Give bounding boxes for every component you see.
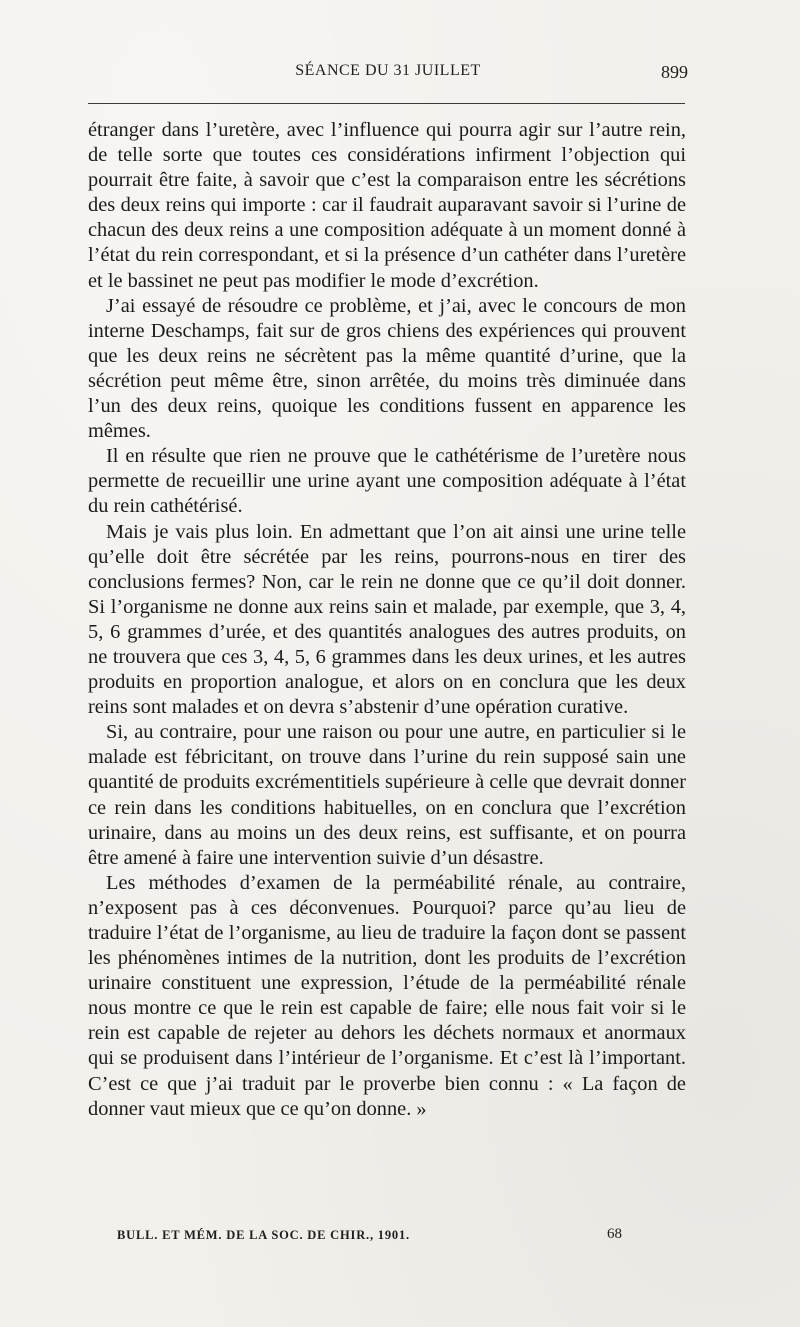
- header-title: SÉANCE DU 31 JUILLET: [295, 62, 481, 79]
- running-header: [88, 62, 688, 88]
- paragraph-5: Si, au contraire, pour une raison ou pour une autre, en particulier si le malade est fébricitant, on trouve dans l’urine du rein supposé sain une quantité de produits excrémentitiels supérieure à celle que devrait donner ce rein dans les conditions habituelles, on en conclura que l’excrétion urinaire, dans au moins un des deux reins, est suffisante, et on pourra être amené à faire une intervention suivie d’un désastre.: [88, 721, 686, 869]
- footer: [117, 1228, 687, 1248]
- paragraph-2: J’ai essayé de résoudre ce problème, et j’ai, avec le concours de mon interne Deschamps, fait sur de gros chiens des expériences qui prouvent que les deux reins ne sécrètent pas la même quantité d’urine, que la sécrétion peut même être, sinon arrêtée, du moins très diminuée dans l’un des deux reins, quoique les conditions fussent en apparence les mêmes.: [88, 294, 686, 443]
- signature-mark: 68: [607, 1226, 622, 1242]
- body-text: [88, 118, 686, 1122]
- header-rule: [88, 103, 685, 104]
- paragraph-4: Mais je vais plus loin. En admettant que l’on ait ainsi une urine telle qu’elle doit être sécrétée par les reins, pourrons-nous en tirer des conclusions fermes? Non, car le rein ne donne que ce qu’il doit donner. Si l’organisme ne donne aux reins sain et malade, par exemple, que 3, 4, 5, 6 grammes d’urée, et des quantités analogues des autres produits, on ne trouvera que ces 3, 4, 5, 6 grammes dans les deux urines, et les autres produits en proportion analogue, et alors on en conclura que les deux reins sont malades et on devra s’abstenir d’une opération curative.: [88, 520, 686, 719]
- paragraph-3: Il en résulte que rien ne prouve que le cathétérisme de l’uretère nous permette de recueillir une urine ayant une composition adéquate à l’état du rein cathétérisé.: [88, 445, 686, 518]
- paragraph-1: étranger dans l’uretère, avec l’influence qui pourra agir sur l’autre rein, de telle sorte que toutes ces considérations infirment l’objection qui pourrait être faite, à savoir que c’est la comparaison entre les sécrétions des deux reins qui importe : car il faudrait auparavant savoir si l’urine de chacun des deux reins a une composition adéquate à un moment donné à l’état du rein correspondant, et si la présence d’un cathéter dans l’uretère et le bassinet ne peut pas modifier le mode d’excrétion.: [88, 119, 686, 292]
- footer-citation: BULL. ET MÉM. DE LA SOC. DE CHIR., 1901.: [117, 1228, 410, 1242]
- page-number: 899: [661, 62, 688, 82]
- paragraph-6: Les méthodes d’examen de la perméabilité rénale, au contraire, n’exposent pas à ces déconvenues. Pourquoi? parce qu’au lieu de traduire l’état de l’organisme, au lieu de traduire la façon dont se passent les phénomènes intimes de la nutrition, dont les produits de l’excrétion urinaire constituent une expression, l’étude de la perméabilité rénale nous montre ce que le rein est capable de faire; elle nous fait voir si le rein est capable de rejeter au dehors les déchets normaux et anormaux qui se produisent dans l’intérieur de l’organisme. Et c’est là l’important. C’est ce que j’ai traduit par le proverbe bien connu : « La façon de donner vaut mieux que ce qu’on donne. »: [88, 871, 686, 1120]
